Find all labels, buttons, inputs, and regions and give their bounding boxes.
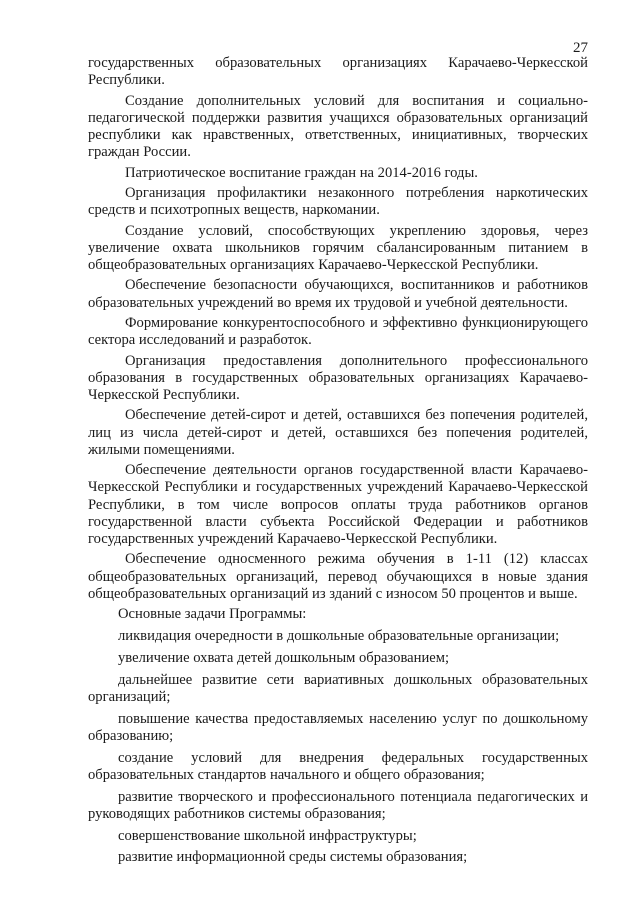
paragraph-professional-education: Организация предоставления дополнительного профессионального образования в государственных образовательных организациях Карачаево-Черкесской Республики. [88,352,588,403]
task-item: повышение качества предоставляемых населению услуг по дошкольному образованию; [88,710,588,744]
page-number: 27 [573,40,588,56]
paragraph-health: Создание условий, способствующих укреплению здоровья, через увеличение охвата школьников горячим сбалансированным питанием в общеобразовательных организациях Карачаево-Черкесской Республики. [88,222,588,273]
paragraph-education-support: Создание дополнительных условий для воспитания и социально-педагогической поддержки развития учащихся образовательных организаций республики как нравственных, ответственных, инициативных, творческих граждан России. [88,92,588,161]
paragraph-research: Формирование конкурентоспособного и эффективно функционирующего сектора исследований и разработок. [88,314,588,349]
paragraph-continuation: государственных образовательных организациях Карачаево-Черкесской Республики. [88,55,588,89]
paragraph-orphans-housing: Обеспечение детей-сирот и детей, оставшихся без попечения родителей, лиц из числа детей-сирот и детей, оставшихся без попечения родителей, жилыми помещениями. [88,407,588,458]
paragraph-patriotic-education: Патриотическое воспитание граждан на 2014-2016 годы. [125,164,478,181]
paragraph-government-bodies: Обеспечение деятельности органов государственной власти Карачаево-Черкесской Республики и государственных учреждений Карачаево-Черкесской Республики, в том числе вопросов оплаты труда работников органов государственной власти субъекта Российской Федерации и работников государственных учреждений Карачаево-Черкесской Республики. [88,462,588,547]
task-item: развитие творческого и профессионального потенциала педагогических и руководящих работников системы образования; [88,788,588,822]
paragraph-single-shift: Обеспечение односменного режима обучения в 1-11 (12) классах общеобразовательных организаций, перевод обучающихся в новые здания общеобразовательных организаций из зданий с износом 50 процентов и выше. [88,551,588,602]
task-item: ликвидация очередности в дошкольные образовательные организации; [118,627,560,644]
task-item: развитие информационной среды системы образования; [118,849,468,866]
program-tasks-heading: Основные задачи Программы: [118,606,307,623]
task-item: дальнейшее развитие сети вариативных дошкольных образовательных организаций; [88,671,588,705]
document-body [88,55,588,871]
paragraph-safety: Обеспечение безопасности обучающихся, воспитанников и работников образовательных учреждений во время их трудовой и учебной деятельности. [88,277,588,311]
task-item: увеличение охвата детей дошкольным образованием; [118,649,450,666]
paragraph-drug-prevention: Организация профилактики незаконного потребления наркотических средств и психотропных веществ, наркомании. [88,184,588,219]
task-item: совершенствование школьной инфраструктуры; [118,827,417,844]
task-item: создание условий для внедрения федеральных государственных образовательных стандартов начального и общего образования; [88,749,588,783]
